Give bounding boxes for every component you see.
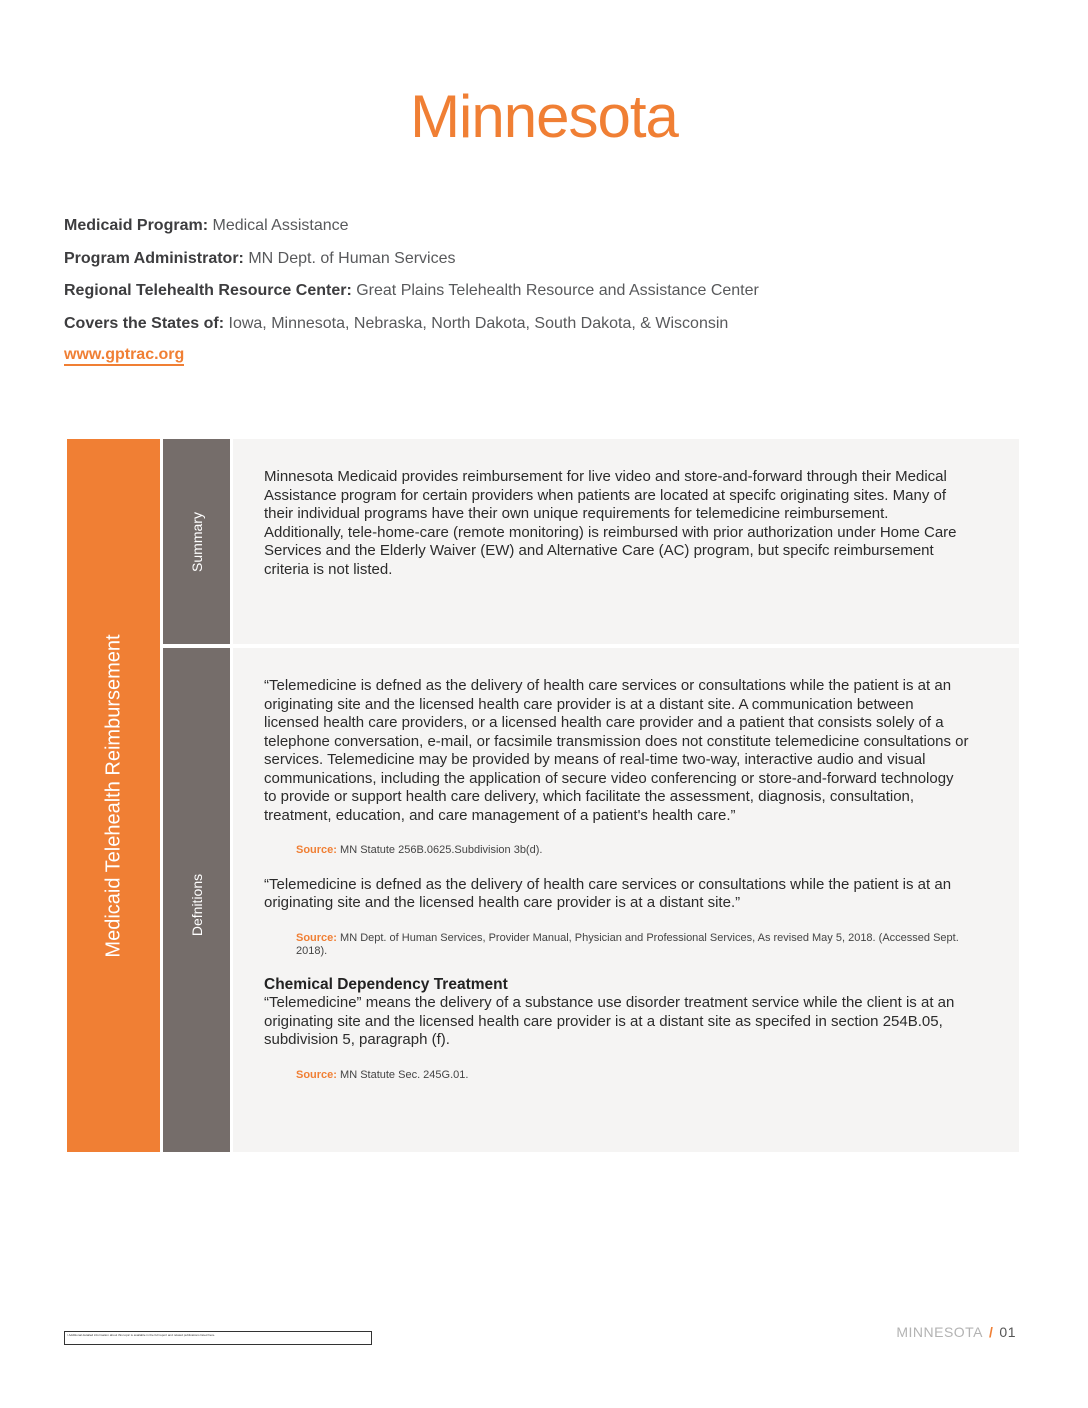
source-label: Source: [296,931,337,944]
section-label: Medicaid Telehealth Reimbursement [102,633,124,958]
program-info [64,210,1024,366]
definition-telemedicine-manual: “Telemedicine is defned as the delivery of health care services or consultations while the patient is at an originating site and the licensed health care provider is at a distant site.” [264,875,952,911]
source-citation [264,844,969,858]
resource-center-line [64,275,1024,308]
program-administrator-label: Program Administrator: [64,249,244,267]
covered-states-label: Covers the States of: [64,314,225,332]
resource-center-value: Great Plains Telehealth Resource and Assistance Center [356,282,759,299]
summary-content [264,468,969,579]
folio-separator: / [989,1324,994,1340]
program-administrator-line [64,243,1024,276]
footnote-text: ¹ Additional detailed information about this topic is available in the full report and related publications listed here. [67,1333,216,1337]
page-folio [896,1324,1016,1340]
definition-chemical-dependency: “Telemedicine” means the delivery of a substance use disorder treatment service while the client is at an originating site and the licensed health care provider is at a distant site as specifed in section 254B.05, subdivision 5, paragraph (f). [264,994,955,1048]
definitions-content [264,677,969,1082]
summary-tab [163,439,230,644]
resource-center-label: Regional Telehealth Resource Center: [64,282,352,299]
program-administrator-value: MN Dept. of Human Services [248,249,456,267]
folio-state: MINNESOTA [896,1324,984,1340]
footnote-box [64,1331,372,1345]
summary-tab-label: Summary [188,511,205,572]
section-sidebar [67,439,160,1152]
source-text: MN Dept. of Human Services, Provider Manual, Physician and Professional Services, As revised May 5, 2018. (Accessed Sept. 2018). [296,931,959,957]
definition-telemedicine-statute: “Telemedicine is defned as the delivery of health care services or consultations while the patient is at an originating site and the licensed health care provider is at a distant site. A communication between licensed health care providers, or a licensed health care provider and a patient that consists solely of a telephone conversation, e-mail, or facsimile transmission does not constitute telemedicine consultations or services. Telemedicine may be provided by means of real-time two-way, interactive audio and visual communications, including the application of secure video conferencing or store-and-forward technology to provide or support health care delivery, which facilitate the assessment, diagnosis, consultation, treatment, education, and care management of a patient's health care.” [264,677,969,824]
medicaid-program-label: Medicaid Program: [64,217,209,234]
source-citation [264,932,969,959]
covered-states-line [64,308,1024,341]
medicaid-program-line [64,210,1024,243]
source-text: MN Statute Sec. 245G.01. [340,1068,469,1081]
source-citation [264,1069,969,1083]
medicaid-program-value: Medical Assistance [212,217,349,234]
source-text: MN Statute 256B.0625.Subdivision 3b(d). [340,844,543,856]
chemical-dependency-heading: Chemical Dependency Treatment [264,975,508,993]
definitions-tab [163,648,230,1152]
covered-states-value: Iowa, Minnesota, Nebraska, North Dakota, South Dakota, & Wisconsin [228,314,729,332]
page-number: 01 [999,1324,1016,1340]
gptrac-link[interactable]: www.gptrac.org [64,346,184,366]
definitions-tab-label: Defnitions [188,873,205,937]
source-label: Source: [296,1068,337,1081]
summary-text: Minnesota Medicaid provides reimbursement for live video and store-and-forward through their Medical Assistance program for certain providers when patients are located at specifc originating sites. Many of their individual programs have their own unique requirements for telemedicine reimbursement. Additionally, tele-home-care (remote monitoring) is reimbursed with prior authorization under Home Care Services and the Elderly Waiver (EW) and Alternative Care (AC) program, but specifc reimbursement criteria is not listed. [264,468,957,578]
page-title: Minnesota [410,83,678,150]
source-label: Source: [296,844,337,856]
